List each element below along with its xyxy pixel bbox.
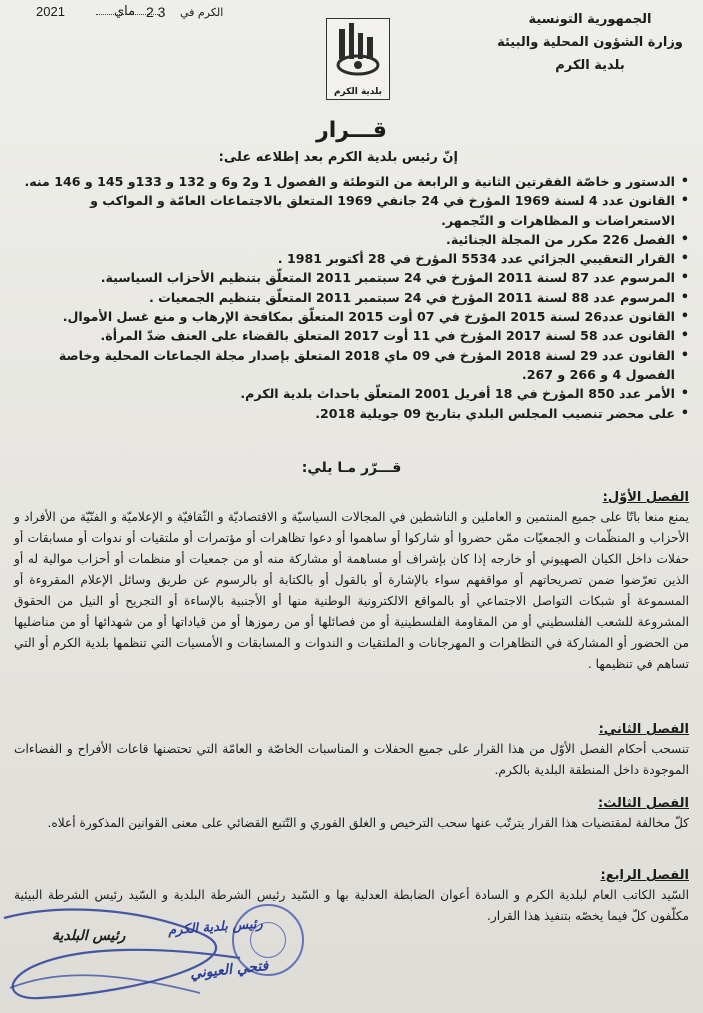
article-1 — [14, 490, 689, 675]
article-body: كلّ مخالفة لمقتضيات هذا القرار يترتّب عنها سحب الترخيص و الغلق الفوري و التّتبع القضائي على معنى القوانين المذكورة أعلاه. — [47, 816, 689, 830]
municipality-emblem-icon — [327, 19, 389, 85]
date-year: 2021 — [36, 4, 65, 19]
letterhead-republic: الجمهورية التونسية — [528, 12, 652, 27]
list-item: • المرسوم عدد 88 لسنة 2011 المؤرخ في 24 سبتمبر 2011 المتعلّق بتنظيم الجمعيات . — [11, 288, 691, 307]
article-body: يمنع منعا باتّا على جميع المنتمين و العاملين و الناشطين في المجالات السياسيّة و الاقتصاديّة و الثّقافيّة و الإعلاميّة و الفنّيّة من الأفراد و الأحزاب و المنظّمات و الجمعيّات ممّن حضروا أو شاركوا أو ساهموا أو دعوا تظاهرات أو مؤتمرات أو ملتقيات أو ندوات أو مسابقات أو حفلات داخل الكيان الصهيوني أو خارجه إذا كان بإشراف أو مساهمة أو مشاركة منه أو من جمعيات أو منظمات أو أحزاب موالية له أو الذين تعرّضوا ضمن تصريحاتهم أو مواقفهم سواء بالإشارة أو بالقول أو بالكتابة أو بالرسوم عن طريق وسائل الإعلام المقروءة أو المسموعة أو شبكات التواصل الاجتماعي أو بالمواقع الالكترونية الوطنية منها أو الأجنبية بالإساءة أو التجريح أو النيل من الحقوق المشروعة للشعب الفلسطيني أو من المقاومة الفلسطينية أو من فصائلها أو من رموزها أو من قياداتها أو من شهدائها أو من مناضليها من الحضور أو المشاركة في التظاهرات و المهرجانات و الملتقيات و الندوات و المسابقات و الأمسيات التي تنظمها بلدية الكرم أو التي تساهم في تنظيمها . — [14, 510, 689, 671]
list-item: • القانون عدد 4 لسنة 1969 المؤرخ في 24 جانفي 1969 المتعلق بالاجتماعات العامّة و المواكب و الاستعراضات و المظاهرات و التّجمهر. — [11, 191, 691, 230]
article-body: السّيد الكاتب العام لبلدية الكرم و السادة أعوان الضابطة العدلية بها و السّيد رئيس الشرطة البلدية و السّيد رئيس الشرطة البيئية مكلّفون كلّ فيما يخصّه بتنفيذ هذا القرار. — [14, 888, 689, 923]
article-heading: الفصل الثالث: — [598, 796, 689, 811]
article-heading: الفصل الأوّل: — [602, 490, 689, 505]
municipality-logo — [326, 18, 390, 100]
list-item: • القرار التعقيبي الجزائي عدد 5534 المؤرخ في 28 أكتوبر 1981 . — [11, 249, 691, 268]
list-item: • الدستور و خاصّة الفقرتين الثانية و الرابعة من التوطئة و الفصول 1 و2 و6 و 132 و 133و 145 و 146 منه. — [11, 172, 691, 191]
decided-heading: قـــرّر مـا يلي: — [301, 460, 402, 476]
list-item: • الأمر عدد 850 المؤرخ في 18 أفريل 2001 المتعلّق باحداث بلدية الكرم. — [11, 384, 691, 403]
letterhead — [495, 8, 685, 77]
list-item: • القانون عدد26 لسنة 2015 المؤرخ في 07 أوت 2015 المتعلّق بمكافحة الإرهاب و منع غسل الأموال. — [11, 307, 691, 326]
signature-block — [0, 898, 290, 1013]
article-heading: الفصل الرابع: — [600, 868, 689, 883]
list-item: • المرسوم عدد 87 لسنة 2011 المؤرخ في 24 سبتمبر 2011 المتعلّق بتنظيم الأحزاب السياسية. — [11, 268, 691, 287]
intro-line: إنّ رئيس بلدية الكرم بعد إطلاعه على: — [218, 150, 458, 165]
date-label: الكرم في — [180, 6, 224, 19]
article-3 — [14, 796, 689, 834]
list-item: • القانون عدد 29 لسنة 2018 المؤرخ في 09 ماي 2018 المتعلق بإصدار مجلة الجماعات المحلية وخاصة الفصول 4 و 266 و 267. — [11, 346, 691, 385]
letterhead-ministry: وزارة الشؤون المحلية والبيئة — [497, 35, 683, 50]
article-2 — [14, 722, 689, 781]
page-title: قـــرار — [316, 118, 387, 143]
signature-name: فتحي العيوني — [189, 957, 270, 983]
decree-date — [30, 4, 230, 24]
letterhead-municipality: بلدية الكرم — [555, 58, 625, 73]
signature-title: رئيس البلدية — [52, 928, 126, 944]
date-month: ماي — [114, 4, 136, 19]
list-item: • القانون عدد 58 لسنة 2017 المؤرخ في 11 أوت 2017 المتعلق بالقضاء على العنف ضدّ المرأة. — [11, 326, 691, 345]
list-item: • الفصل 226 مكرر من المجلة الجنائية. — [11, 230, 691, 249]
logo-caption: بلدية الكرم — [333, 87, 383, 97]
article-heading: الفصل الثاني: — [598, 722, 689, 737]
date-day: 2 3 — [146, 4, 166, 20]
article-body: تنسحب أحكام الفصل الأوّل من هذا القرار على جميع الحفلات و المناسبات الخاصّة و العامّة التي تحتضنها قاعات الأفراح و الفضاءات الموجودة داخل المنطقة البلدية بالكرم. — [14, 742, 689, 777]
legal-references-list — [11, 172, 691, 423]
signature-stamp-text: رئيس بلدية الكرم — [167, 916, 264, 939]
list-item: • على محضر تنصيب المجلس البلدي بتاريخ 09 جويلية 2018. — [11, 404, 691, 423]
